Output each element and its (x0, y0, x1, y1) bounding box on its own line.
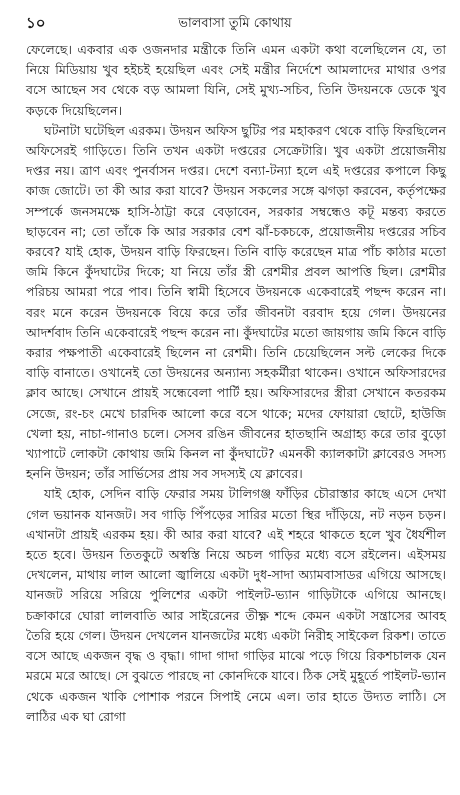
paragraph-2: ঘটনাটা ঘটেছিল এরকম। উদয়ন অফিস ছুটির পর মহাকরণ থেকে বাড়ি ফিরছিলেন অফিসেরই গাড়িতে। তিনি তখন একটা দপ্তরের সেক্রেটারি। খুব একটা প্রয়োজনীয় দপ্তর নয়। ত্রাণ এবং পুনর্বাসন দপ্তর। দেশে বন্যা-টন্যা হলে এই দপ্তরের কপালে কিছু কাজ জোটে। তা কী আর করা যাবে? উদয়ন সকলের সঙ্গে ঝগড়া করবেন, কর্তৃপক্ষের সম্পর্কে জনসমক্ষে হাসি-ঠাট্টা করে বেড়াবেন, সরকার সম্বন্ধেও কটূ মন্তব্য করতে ছাড়বেন না; তো তাঁকে কি আর সরকার বেশ ঝাঁ-চকচকে, প্রয়োজনীয় দপ্তরের সচিব করবে? যাই হোক, উদয়ন বাড়ি ফিরছেন। তিনি বাড়ি করেছেন মাত্র পাঁচ কাঠার মতো জমি কিনে কুঁদঘাটের দিকে; যা নিয়ে তাঁর স্ত্রী রেশমীর প্রবল আপত্তি ছিল। রেশমীর পরিচয় আমরা পরে পাব। তিনি স্বামী হিসেবে উদয়নকে একেবারেই পছন্দ করেন না। বরং মনে করেন উদয়নকে বিয়ে করে তাঁর জীবনটা বরবাদ হয়ে গেল। উদয়নের আদর্শবাদ তিনি একেবারেই পছন্দ করেন না। কুঁদঘাটের মতো জায়গায় জমি কিনে বাড়ি করার পক্ষপাতী একেবারেই ছিলেন না রেশমী। তিনি চেয়েছিলেন সল্ট লেকের দিকে বাড়ি বানাতে। ওখানেই তো উদয়নের অন্যান্য সহকর্মীরা থাকেন। ওখানে অফিসারদের ক্লাব আছে। সেখানে প্রায়ই সন্ধেবেলা পার্টি হয়। অফিসারদের স্ত্রীরা সেখানে কতরকম সেজে, রং-চং মেখে চারদিক আলো করে বসে থাকে; মদের ফোয়ারা ছোটে, হাউজি খেলা হয়, নাচা-গানাও চলে। সেসব রঙিন জীবনের হাতছানি অগ্রাহ্য করে তার বুড়ো খ্যাপাটে লোকটা কোথায় জমি কিনল না কুঁদঘাটে? এমনকী ক্যালকাটা ক্লাবেরও সদস্য হননি উদয়ন; তাঁর সার্ভিসের প্রায় সব সদস্যই যে ক্লাবের। (26, 122, 446, 482)
running-title: ভালবাসা তুমি কোথায় (178, 16, 292, 31)
page-header (26, 12, 444, 34)
page-number: ১০ (26, 14, 46, 32)
paragraph-3: যাই হোক, সেদিন বাড়ি ফেরার সময় টালিগঞ্জ ফাঁড়ির চৌরাস্তার কাছে এসে দেখা গেল ভয়ানক যানজট। সব গাড়ি পিঁপড়ের সারির মতো স্থির দাঁড়িয়ে, নট নড়ন চড়ন। এখানটা প্রায়ই এরকম হয়। কী আর করা যাবে? এই শহরে থাকতে হলে খুব ধৈর্যশীল হতে হবে। উদয়ন তিতকুটে অস্বস্তি নিয়ে অচল গাড়ির মধ্যে বসে রইলেন। এইসময় দেখলেন, মাথায় লাল আলো জ্বালিয়ে একটা দুধ-সাদা অ্যামবাসাডর এগিয়ে আসছে। যানজট সরিয়ে সরিয়ে পুলিশের একটা পাইলট-ভ্যান গাড়িটাকে এগিয়ে আনছে। চক্রাকারে ঘোরা লালবাতি আর সাইরেনের তীক্ষ্ণ শব্দে কেমন একটা সন্ত্রাসের আবহ তৈরি হয়ে গেল। উদয়ন দেখলেন যানজটের মধ্যে একটা নিরীহ সাইকেল রিকশ। তাতে বসে আছে একজন বৃদ্ধ ও বৃদ্ধা। গাদা গাদা গাড়ির মাঝে পড়ে গিয়ে রিকশচালক যেন মরমে মরে আছে। সে বুঝতে পারছে না কোনদিকে যাবে। ঠিক সেই মুহূর্তে পাইলট-ভ্যান থেকে একজন খাকি পোশাক পরনে সিপাই নেমে এল। তার হাতে উদ্যত লাঠি। সে লাঠির এক ঘা রোগা (26, 486, 446, 724)
paragraph-1: ফেলেছে। একবার এক ওজনদার মন্ত্রীকে তিনি এমন একটা কথা বলেছিলেন যে, তা নিয়ে মিডিয়ায় খুব হইচই হয়েছিল এবং সেই মন্ত্রীর নির্দেশে আমলাদের মাথার ওপর বসে আছেন সব থেকে বড় আমলা যিনি, সেই মুখ্য-সচিব, তিনি উদয়নকে ডেকে খুব কড়কে দিয়েছিলেন। (26, 42, 446, 118)
page-body (26, 40, 446, 727)
